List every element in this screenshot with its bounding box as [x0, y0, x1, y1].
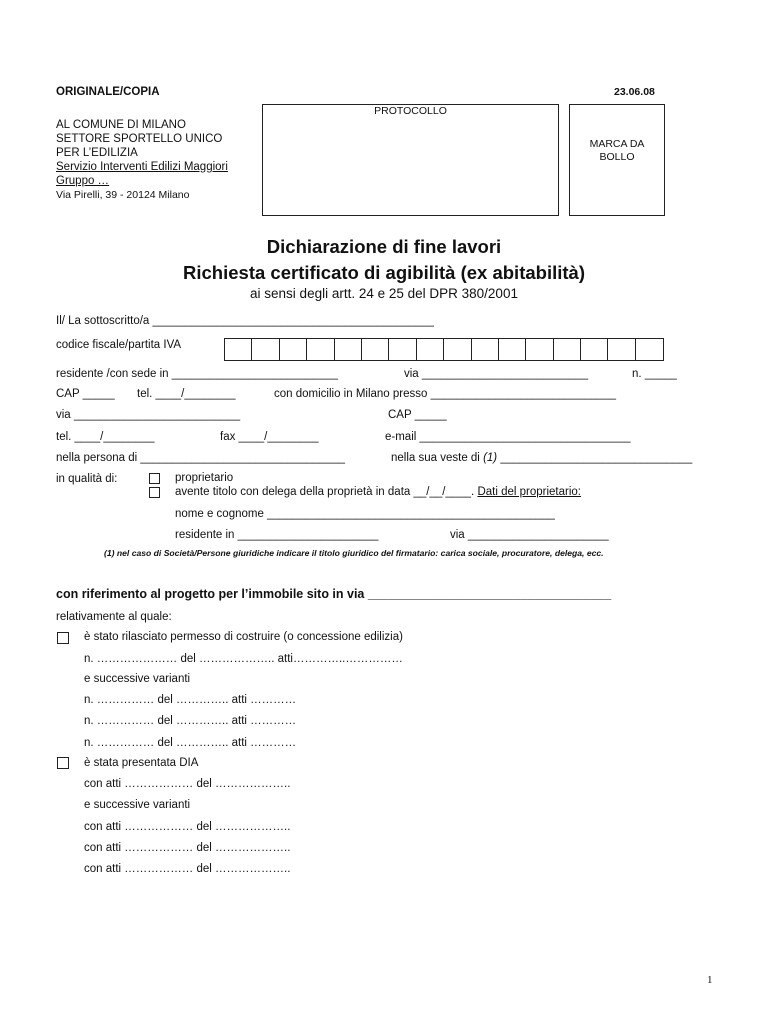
tax-code-grid[interactable]	[224, 338, 664, 361]
permit-variant-field[interactable]: n. …………… del ………….. atti …………	[84, 694, 297, 706]
delegate-option-label: avente titolo con delega della proprietà in data __/__/____.	[175, 486, 475, 498]
dia-field[interactable]: con atti ……………… del ………………..	[84, 778, 291, 790]
stamp-label	[570, 138, 664, 164]
tax-code-cell[interactable]	[581, 339, 608, 360]
recipient-address	[56, 118, 228, 202]
residence-via-field[interactable]: via __________________________	[404, 368, 589, 380]
dia-presented-label: è stata presentata DIA	[84, 757, 199, 769]
permit-variants-label: e successive varianti	[84, 673, 191, 685]
stamp-label-line: BOLLO	[599, 151, 635, 163]
cap-field[interactable]: CAP _____	[56, 388, 115, 400]
tax-code-cell[interactable]	[554, 339, 581, 360]
email-field[interactable]: e-mail _________________________________	[385, 431, 631, 443]
dia-checkbox[interactable]	[57, 757, 69, 769]
delegate-option	[175, 486, 581, 498]
tax-code-cell[interactable]	[526, 339, 553, 360]
delegate-checkbox[interactable]	[149, 487, 160, 498]
undersigned-field[interactable]: Il/ La sottoscritto/a ____________________________________________	[56, 315, 434, 327]
domicile-tel-field[interactable]: tel. ____/________	[56, 431, 155, 443]
page-number: 1	[707, 974, 713, 986]
relative-label: relativamente al quale:	[56, 611, 172, 623]
permit-variant-field[interactable]: n. …………… del ………….. atti …………	[84, 715, 297, 727]
owner-via-field[interactable]: via ______________________	[450, 529, 609, 541]
original-copy-label: ORIGINALE/COPIA	[56, 86, 160, 98]
owner-name-field[interactable]: nome e cognome _____________________________________________	[175, 508, 555, 520]
tax-code-cell[interactable]	[417, 339, 444, 360]
person-of-field[interactable]: nella persona di ________________________________	[56, 452, 346, 464]
tax-code-cell[interactable]	[362, 339, 389, 360]
dia-variant-field[interactable]: con atti ……………… del ………………..	[84, 842, 291, 854]
stamp-label-line: MARCA DA	[589, 138, 645, 150]
tax-code-cell[interactable]	[307, 339, 334, 360]
tax-code-cell[interactable]	[608, 339, 635, 360]
tax-code-cell[interactable]	[225, 339, 252, 360]
domicile-via-field[interactable]: via __________________________	[56, 409, 241, 421]
capacity-note-ref: (1)	[483, 452, 498, 464]
protocol-label: PROTOCOLLO	[374, 105, 447, 117]
owner-checkbox[interactable]	[149, 473, 160, 484]
owner-data-label: Dati del proprietario:	[477, 486, 581, 498]
document-subtitle: ai sensi degli artt. 24 e 25 del DPR 380/2001	[250, 286, 518, 301]
domicile-field[interactable]: con domicilio in Milano presso _____________________________	[274, 388, 617, 400]
tax-code-cell[interactable]	[499, 339, 526, 360]
domicile-cap-field[interactable]: CAP _____	[388, 409, 447, 421]
in-quality-label: in qualità di:	[56, 473, 118, 485]
residence-number-field[interactable]: n. _____	[632, 368, 677, 380]
tax-code-cell[interactable]	[252, 339, 279, 360]
revenue-stamp-box	[569, 104, 665, 216]
address-line: PER L’EDILIZIA	[56, 147, 138, 159]
permit-checkbox[interactable]	[57, 632, 69, 644]
document-title-2: Richiesta certificato di agibilità (ex abitabilità)	[183, 262, 585, 283]
document-title: Dichiarazione di fine lavori	[266, 236, 502, 257]
permit-issued-label: è stato rilasciato permesso di costruire (o concessione edilizia)	[84, 631, 403, 643]
capacity-field[interactable]	[391, 452, 692, 464]
tax-code-cell[interactable]	[335, 339, 362, 360]
residence-field[interactable]: residente /con sede in __________________________	[56, 368, 339, 380]
dia-variant-field[interactable]: con atti ……………… del ………………..	[84, 821, 291, 833]
tel-field[interactable]: tel. ____/________	[137, 388, 236, 400]
document-date: 23.06.08	[614, 86, 655, 98]
address-line: SETTORE SPORTELLO UNICO	[56, 133, 223, 145]
permit-number-field[interactable]: n. ………………… del ……………….. atti…………..……………	[84, 653, 403, 665]
group-line: Gruppo …	[56, 175, 110, 187]
tax-code-label: codice fiscale/partita IVA	[56, 339, 182, 351]
tax-code-cell[interactable]	[280, 339, 307, 360]
capacity-label: nella sua veste di	[391, 452, 480, 464]
tax-code-cell[interactable]	[444, 339, 471, 360]
project-reference-field[interactable]: con riferimento al progetto per l’immobile sito in via ___________________________________	[56, 587, 612, 601]
footnote: (1) nel caso di Società/Persone giuridiche indicare il titolo giuridico del firmatario: carica sociale, procuratore, delega, ecc.	[104, 548, 604, 558]
fax-field[interactable]: fax ____/________	[220, 431, 319, 443]
capacity-blank[interactable]: ______________________________	[500, 452, 693, 464]
dia-variants-label: e successive varianti	[84, 799, 191, 811]
tax-code-cell[interactable]	[389, 339, 416, 360]
owner-option-label: proprietario	[175, 472, 234, 484]
protocol-box	[262, 104, 559, 216]
tax-code-cell[interactable]	[472, 339, 499, 360]
dia-variant-field[interactable]: con atti ……………… del ………………..	[84, 863, 291, 875]
address-line: AL COMUNE DI MILANO	[56, 119, 186, 131]
service-line: Servizio Interventi Edilizi Maggiori	[56, 161, 228, 173]
permit-variant-field[interactable]: n. …………… del ………….. atti …………	[84, 737, 297, 749]
owner-residence-field[interactable]: residente in ______________________	[175, 529, 379, 541]
street-line: Via Pirelli, 39 - 20124 Milano	[56, 189, 190, 201]
tax-code-cell[interactable]	[636, 339, 663, 360]
